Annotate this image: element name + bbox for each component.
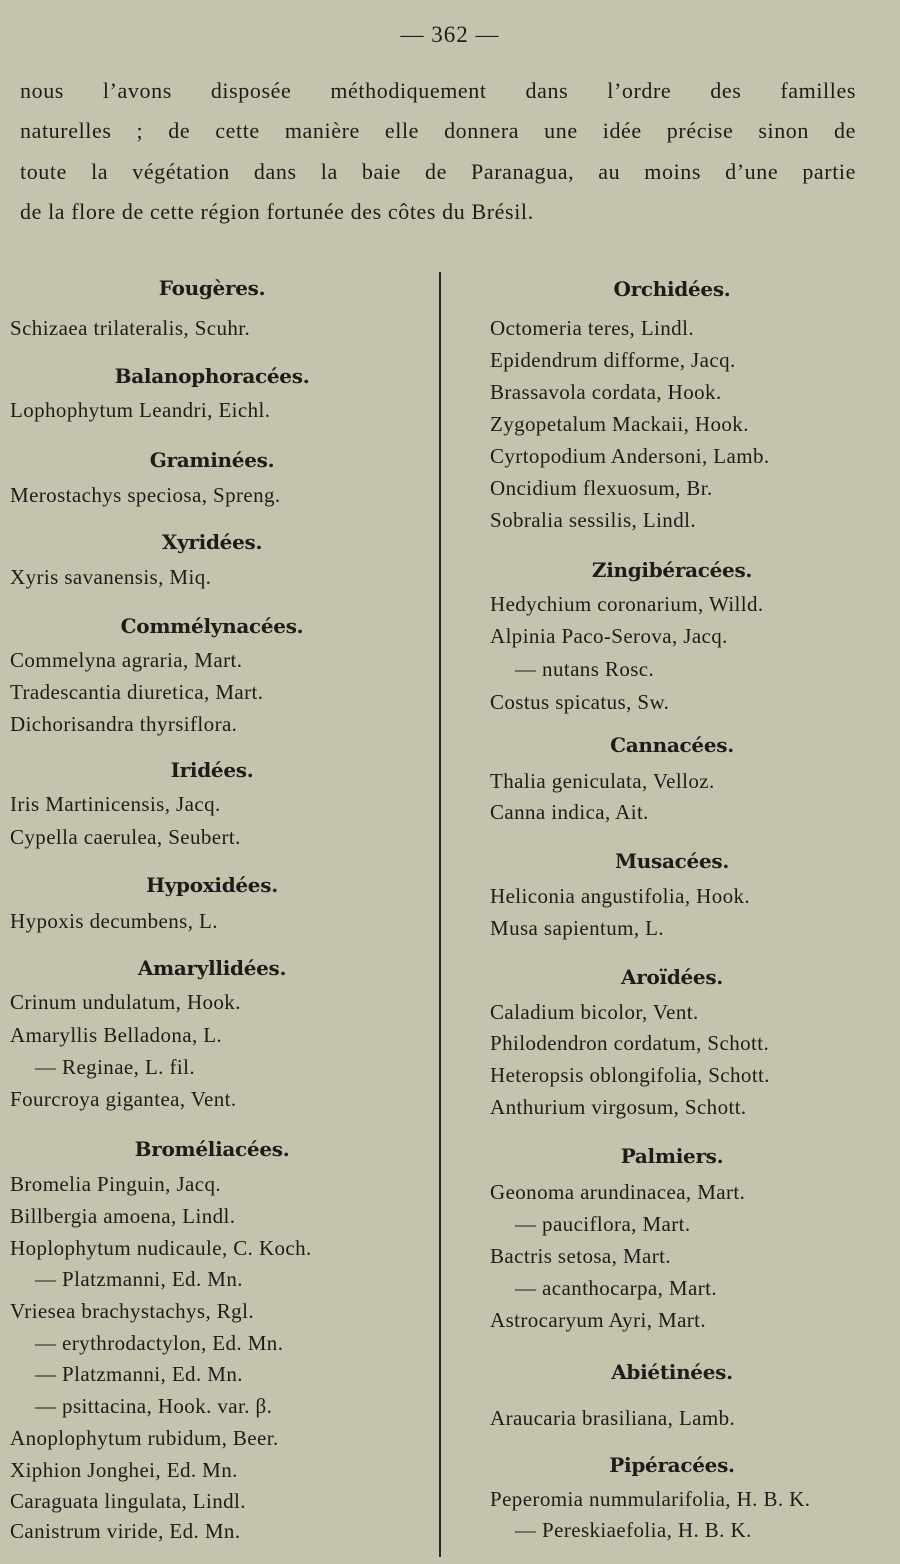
species-variety: — Platzmanni, Ed. Mn. xyxy=(35,1267,243,1291)
species-entry: Iris Martinicensis, Jacq. xyxy=(10,792,221,816)
column-divider xyxy=(439,272,441,1557)
species-entry: Hoplophytum nudicaule, C. Koch. xyxy=(10,1236,312,1260)
family-heading: Amaryllidées. xyxy=(137,956,287,980)
family-heading: Abiétinées. xyxy=(611,1360,733,1384)
species-entry: Anoplophytum rubidum, Beer. xyxy=(10,1426,279,1450)
species-entry: Crinum undulatum, Hook. xyxy=(10,990,241,1014)
species-entry: Xiphion Jonghei, Ed. Mn. xyxy=(10,1458,238,1482)
species-entry: Costus spicatus, Sw. xyxy=(490,690,670,714)
species-entry: Bactris setosa, Mart. xyxy=(490,1244,672,1268)
family-heading: Orchidées. xyxy=(613,277,731,301)
family-heading: Graminées. xyxy=(149,448,275,472)
species-variety: — nutans Rosc. xyxy=(515,657,655,681)
species-entry: Hedychium coronarium, Willd. xyxy=(490,592,764,616)
species-entry: Alpinia Paco-Serova, Jacq. xyxy=(490,624,728,648)
species-entry: Caladium bicolor, Vent. xyxy=(490,1000,699,1024)
species-variety: — Pereskiaefolia, H. B. K. xyxy=(515,1518,752,1542)
species-entry: Cypella caerulea, Seubert. xyxy=(10,825,241,849)
family-heading: Broméliacées. xyxy=(134,1137,290,1161)
species-entry: Merostachys speciosa, Spreng. xyxy=(10,483,281,507)
species-entry: Zygopetalum Mackaii, Hook. xyxy=(490,412,749,436)
family-heading: Xyridées. xyxy=(161,530,263,554)
family-heading: Commélynacées. xyxy=(120,614,304,638)
species-entry: Brassavola cordata, Hook. xyxy=(490,380,722,404)
species-entry: Astrocaryum Ayri, Mart. xyxy=(490,1308,707,1332)
family-heading: Zingibéracées. xyxy=(591,558,753,582)
species-entry: Musa sapientum, L. xyxy=(490,916,665,940)
species-entry: Anthurium virgosum, Schott. xyxy=(490,1095,747,1119)
species-variety: — Platzmanni, Ed. Mn. xyxy=(35,1362,243,1386)
species-entry: Sobralia sessilis, Lindl. xyxy=(490,508,696,532)
species-variety: — pauciflora, Mart. xyxy=(515,1212,691,1236)
species-entry: Octomeria teres, Lindl. xyxy=(490,316,694,340)
species-entry: Schizaea trilateralis, Scuhr. xyxy=(10,316,251,340)
family-heading: Hypoxidées. xyxy=(146,873,278,897)
species-entry: Philodendron cordatum, Schott. xyxy=(490,1031,770,1055)
species-entry: Epidendrum difforme, Jacq. xyxy=(490,348,736,372)
species-entry: Hypoxis decumbens, L. xyxy=(10,909,218,933)
species-entry: Amaryllis Belladona, L. xyxy=(10,1023,223,1047)
species-entry: Caraguata lingulata, Lindl. xyxy=(10,1489,246,1513)
species-entry: Bromelia Pinguin, Jacq. xyxy=(10,1172,222,1196)
intro-line: naturelles ; de cette manière elle donnera une idée précise sinon de xyxy=(20,118,856,143)
family-heading: Cannacées. xyxy=(610,733,734,757)
family-heading: Balanophoracées. xyxy=(114,364,310,388)
family-heading: Musacées. xyxy=(614,849,730,873)
species-entry: Thalia geniculata, Velloz. xyxy=(490,769,715,793)
intro-line: de la flore de cette région fortunée des côtes du Brésil. xyxy=(20,199,534,224)
page-number: — 362 — xyxy=(400,22,500,47)
species-entry: Geonoma arundinacea, Mart. xyxy=(490,1180,746,1204)
family-heading: Palmiers. xyxy=(620,1144,724,1168)
family-heading: Aroïdées. xyxy=(621,965,723,989)
species-entry: Canna indica, Ait. xyxy=(490,800,649,824)
species-entry: Billbergia amoena, Lindl. xyxy=(10,1204,236,1228)
species-variety: — acanthocarpa, Mart. xyxy=(515,1276,717,1300)
intro-line: toute la végétation dans la baie de Paranagua, au moins d’une partie xyxy=(20,159,856,184)
family-heading: Pipéracées. xyxy=(609,1453,735,1477)
species-entry: Araucaria brasiliana, Lamb. xyxy=(490,1406,736,1430)
species-entry: Oncidium flexuosum, Br. xyxy=(490,476,713,500)
species-entry: Vriesea brachystachys, Rgl. xyxy=(10,1299,254,1323)
species-entry: Lophophytum Leandri, Eichl. xyxy=(10,398,271,422)
family-heading: Fougères. xyxy=(158,276,266,300)
species-entry: Tradescantia diuretica, Mart. xyxy=(10,680,264,704)
species-entry: Fourcroya gigantea, Vent. xyxy=(10,1087,237,1111)
intro-line: nous l’avons disposée méthodiquement dans l’ordre des familles xyxy=(20,78,856,103)
species-variety: — Reginae, L. fil. xyxy=(35,1055,195,1079)
species-entry: Commelyna agraria, Mart. xyxy=(10,648,243,672)
species-entry: Heteropsis oblongifolia, Schott. xyxy=(490,1063,770,1087)
species-entry: Cyrtopodium Andersoni, Lamb. xyxy=(490,444,770,468)
species-entry: Peperomia nummularifolia, H. B. K. xyxy=(490,1487,811,1511)
species-variety: — erythrodactylon, Ed. Mn. xyxy=(35,1331,284,1355)
species-entry: Canistrum viride, Ed. Mn. xyxy=(10,1519,241,1543)
species-entry: Dichorisandra thyrsiflora. xyxy=(10,712,238,736)
species-entry: Xyris savanensis, Miq. xyxy=(10,565,212,589)
family-heading: Iridées. xyxy=(170,758,254,782)
species-entry: Heliconia angustifolia, Hook. xyxy=(490,884,751,908)
species-variety: — psittacina, Hook. var. β. xyxy=(35,1394,273,1418)
